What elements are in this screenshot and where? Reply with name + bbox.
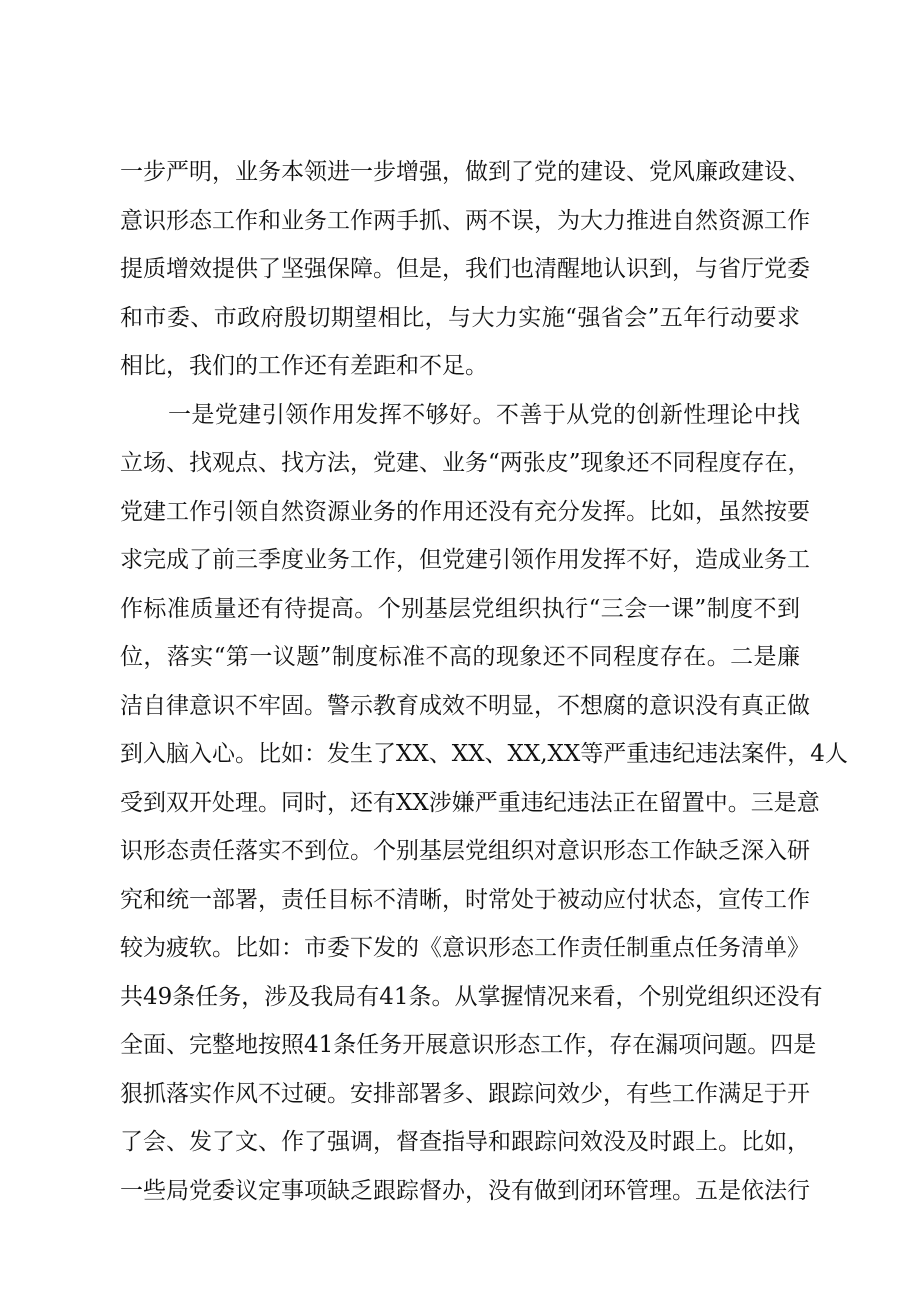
text-line: 了会、发了文、作了强调，督查指导和跟踪问效没及时跟上。比如， (120, 1129, 810, 1155)
text-line: 党建工作引领自然资源业务的作用还没有充分发挥。比如，虽然按要 (120, 498, 810, 525)
text-line: 受到双开处理。同时，还有XX涉嫌严重违纪违法正在留置中。三是意 (120, 789, 820, 816)
text-line: 究和统一部署，责任目标不清晰，时常处于被动应付状态，宣传工作 (120, 886, 810, 913)
text-line: 洁自律意识不牢固。警示教育成效不明显，不想腐的意识没有真正做 (120, 692, 810, 719)
text-line: 一是党建引领作用发挥不够好。不善于从党的创新性理论中找 (168, 401, 800, 428)
text-line: 提质增效提供了坚强保障。但是，我们也清醒地认识到，与省厅党委 (120, 256, 810, 282)
text-line: 立场、找观点、找方法，党建、业务“两张皮”现象还不同程度存在， (120, 450, 811, 476)
text-line: 和市委、市政府殷切期望相比，与大力实施“强省会”五年行动要求 (120, 304, 800, 331)
text-line: 相比，我们的工作还有差距和不足。 (120, 353, 488, 379)
document-body-text (120, 148, 848, 1215)
text-line: 到入脑入心。比如：发生了XX、XX、XX,XX等严重违纪违法案件，4人 (120, 741, 848, 767)
text-line: 意识形态工作和业务工作两手抓、两不误，为大力推进自然资源工作 (120, 207, 810, 234)
text-line: 全面、完整地按照41条任务开展意识形态工作，存在漏项问题。四是 (120, 1032, 817, 1058)
text-line: 作标准质量还有待提高。个别基层党组织执行“三会一课”制度不到 (120, 595, 800, 622)
text-line: 共49条任务，涉及我局有41条。从掌握情况来看，个别党组织还没有 (120, 983, 823, 1010)
text-line: 较为疲软。比如：市委下发的《意识形态工作责任制重点任务清单》 (120, 935, 810, 961)
text-line: 狠抓落实作风不过硬。安排部署多、跟踪问效少，有些工作满足于开 (120, 1080, 810, 1107)
text-line: 一些局党委议定事项缺乏跟踪督办，没有做到闭环管理。五是依法行 (120, 1177, 810, 1204)
text-line: 位，落实“第一议题”制度标准不高的现象还不同程度存在。二是廉 (120, 644, 800, 670)
text-line: 一步严明，业务本领进一步增强，做到了党的建设、党风廉政建设、 (120, 159, 810, 185)
text-line: 求完成了前三季度业务工作，但党建引领作用发挥不好，造成业务工 (120, 547, 810, 573)
text-line: 识形态责任落实不到位。个别基层党组织对意识形态工作缺乏深入研 (120, 838, 810, 864)
